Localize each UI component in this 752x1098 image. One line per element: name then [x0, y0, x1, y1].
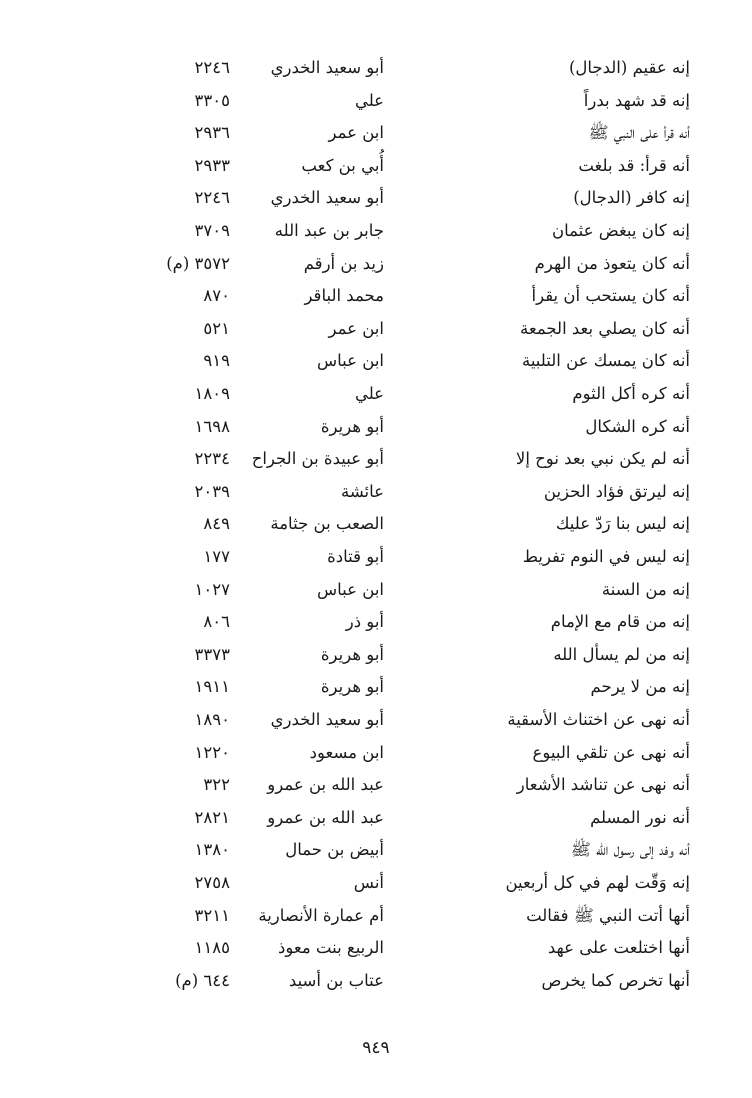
narrator-name: ابن عباس	[317, 351, 384, 370]
hadith-text: أنه كان يستحب أن يقرأ	[531, 286, 690, 305]
table-row	[0, 52, 752, 84]
hadith-text: أنها تخرص كما يخرص	[541, 971, 690, 990]
narrator-name: أبو سعيد الخدري	[270, 58, 384, 77]
hadith-text: إنه وَقّت لهم في كل أربعين	[505, 873, 690, 892]
hadith-text: إنه ليس في النوم تفريط	[522, 547, 690, 566]
narrator-name: ابن عباس	[317, 580, 384, 599]
narrator-name: ابن عمر	[328, 123, 384, 142]
hadith-text: أنه كره أكل الثوم	[572, 384, 690, 403]
narrator-name: زيد بن أرقم	[303, 254, 384, 273]
table-row	[0, 834, 752, 866]
hadith-number: ٣٢١١	[194, 906, 230, 925]
hadith-text: إنه ليرتق فؤاد الحزين	[543, 482, 690, 501]
narrator-name: أبو سعيد الخدري	[270, 710, 384, 729]
narrator-name: أبو هريرة	[320, 417, 384, 436]
table-row	[0, 541, 752, 573]
hadith-number: ٢٢٤٦	[194, 188, 230, 207]
table-row	[0, 867, 752, 899]
hadith-text: أنه نهى عن اختناث الأسقية	[507, 710, 690, 729]
hadith-text: أنها أتت النبي ﷺ فقالت	[526, 906, 690, 925]
narrator-name: أبو هريرة	[320, 677, 384, 696]
table-row	[0, 85, 752, 117]
narrator-name: أبو قتادة	[327, 547, 384, 566]
hadith-number: ١٨٩٠	[194, 710, 230, 729]
table-row	[0, 704, 752, 736]
hadith-number: ١٦٩٨	[194, 417, 230, 436]
hadith-number: ٨٠٦	[203, 612, 230, 631]
hadith-number: ٢٢٤٦	[194, 58, 230, 77]
hadith-text: أنها اختلعت على عهد	[547, 938, 690, 957]
hadith-text: إنه من لم يسأل الله	[553, 645, 690, 664]
hadith-number: ٨٧٠	[203, 286, 230, 305]
hadith-text: أنه كان يصلي بعد الجمعة	[520, 319, 690, 338]
table-row	[0, 769, 752, 801]
hadith-text: أنه لم يكن نبي بعد نوح إلا	[515, 449, 690, 468]
narrator-name: أم عمارة الأنصارية	[258, 906, 384, 925]
table-row	[0, 476, 752, 508]
hadith-number: ٣٣٠٥	[194, 91, 230, 110]
table-row	[0, 411, 752, 443]
table-row	[0, 574, 752, 606]
hadith-number: ٢٨٢١	[194, 808, 230, 827]
narrator-name: الربيع بنت معوذ	[277, 938, 384, 957]
hadith-text: أنه نهى عن تناشد الأشعار	[516, 775, 690, 794]
hadith-number: ١٢٢٠	[194, 743, 230, 762]
narrator-name: أبيض بن حمال	[285, 840, 384, 859]
table-row	[0, 313, 752, 345]
narrator-name: أبو سعيد الخدري	[270, 188, 384, 207]
hadith-text: إنه كافر (الدجال)	[573, 188, 690, 207]
table-row	[0, 965, 752, 997]
table-row	[0, 378, 752, 410]
hadith-text: إنه قد شهد بدراً	[583, 91, 690, 110]
hadith-number: ١٧٧	[203, 547, 230, 566]
narrator-name: جابر بن عبد الله	[274, 221, 384, 240]
table-row	[0, 606, 752, 638]
table-row	[0, 737, 752, 769]
hadith-number: ٣٥٧٢ (م)	[166, 254, 230, 273]
table-row	[0, 345, 752, 377]
hadith-number: ١١٨٥	[194, 938, 230, 957]
table-row	[0, 508, 752, 540]
table-row	[0, 248, 752, 280]
hadith-text: أنه وفد إلى رسول الله ﷺ	[570, 840, 690, 859]
hadith-number: ٢٠٣٩	[194, 482, 230, 501]
hadith-text: أنه قرأ على النبي ﷺ	[588, 123, 690, 142]
hadith-text: أنه قرأ: قد بلغت	[578, 156, 690, 175]
table-row	[0, 639, 752, 671]
narrator-name: علي	[354, 384, 384, 403]
narrator-name: عبد الله بن عمرو	[267, 775, 384, 794]
hadith-number: ٢٩٣٦	[194, 123, 230, 142]
narrator-name: أنس	[353, 873, 384, 892]
hadith-number: ٥٢١	[203, 319, 230, 338]
hadith-number: ٣٣٧٣	[194, 645, 230, 664]
narrator-name: ابن مسعود	[309, 743, 384, 762]
hadith-number: ٢٧٥٨	[194, 873, 230, 892]
hadith-text: إنه من السنة	[601, 580, 690, 599]
hadith-text: إنه من قام مع الإمام	[550, 612, 690, 631]
narrator-name: عائشة	[340, 482, 384, 501]
narrator-name: أُبي بن كعب	[301, 156, 384, 175]
hadith-number: ١٠٢٧	[194, 580, 230, 599]
narrator-name: عبد الله بن عمرو	[267, 808, 384, 827]
hadith-number: ٢٢٣٤	[194, 449, 230, 468]
table-row	[0, 182, 752, 214]
narrator-name: عتاب بن أسيد	[288, 971, 384, 990]
narrator-name: أبو هريرة	[320, 645, 384, 664]
page-number: ٩٤٩	[362, 1038, 390, 1058]
table-row	[0, 280, 752, 312]
narrator-name: الصعب بن جثامة	[270, 514, 384, 533]
hadith-text: أنه كان يمسك عن التلبية	[521, 351, 690, 370]
narrator-name: أبو عبيدة بن الجراح	[251, 449, 384, 468]
hadith-number: ١٩١١	[194, 677, 230, 696]
hadith-text: أنه نور المسلم	[590, 808, 690, 827]
hadith-text: أنه كان يتعوذ من الهرم	[534, 254, 690, 273]
hadith-number: ٣٧٠٩	[194, 221, 230, 240]
hadith-number: ٣٢٢	[203, 775, 230, 794]
hadith-number: ٨٤٩	[203, 514, 230, 533]
hadith-number: ٩١٩	[203, 351, 230, 370]
hadith-text: أنه نهى عن تلقي البيوع	[532, 743, 690, 762]
table-row	[0, 117, 752, 149]
hadith-number: ١٣٨٠	[194, 840, 230, 859]
narrator-name: أبو ذر	[345, 612, 384, 631]
narrator-name: ابن عمر	[328, 319, 384, 338]
table-row	[0, 900, 752, 932]
hadith-number: ٢٩٣٣	[194, 156, 230, 175]
hadith-text: أنه كره الشكال	[585, 417, 690, 436]
table-row	[0, 932, 752, 964]
table-row	[0, 150, 752, 182]
narrator-name: محمد الباقر	[304, 286, 384, 305]
hadith-text: إنه عقيم (الدجال)	[568, 58, 690, 77]
table-row	[0, 802, 752, 834]
table-row	[0, 671, 752, 703]
hadith-number: ١٨٠٩	[194, 384, 230, 403]
hadith-text: إنه ليس بنا رَدّ عليك	[555, 514, 690, 533]
table-row	[0, 443, 752, 475]
hadith-text: إنه من لا يرحم	[590, 677, 690, 696]
hadith-number: ٦٤٤ (م)	[175, 971, 230, 990]
narrator-name: علي	[354, 91, 384, 110]
hadith-text: إنه كان يبغض عثمان	[551, 221, 690, 240]
table-row	[0, 215, 752, 247]
